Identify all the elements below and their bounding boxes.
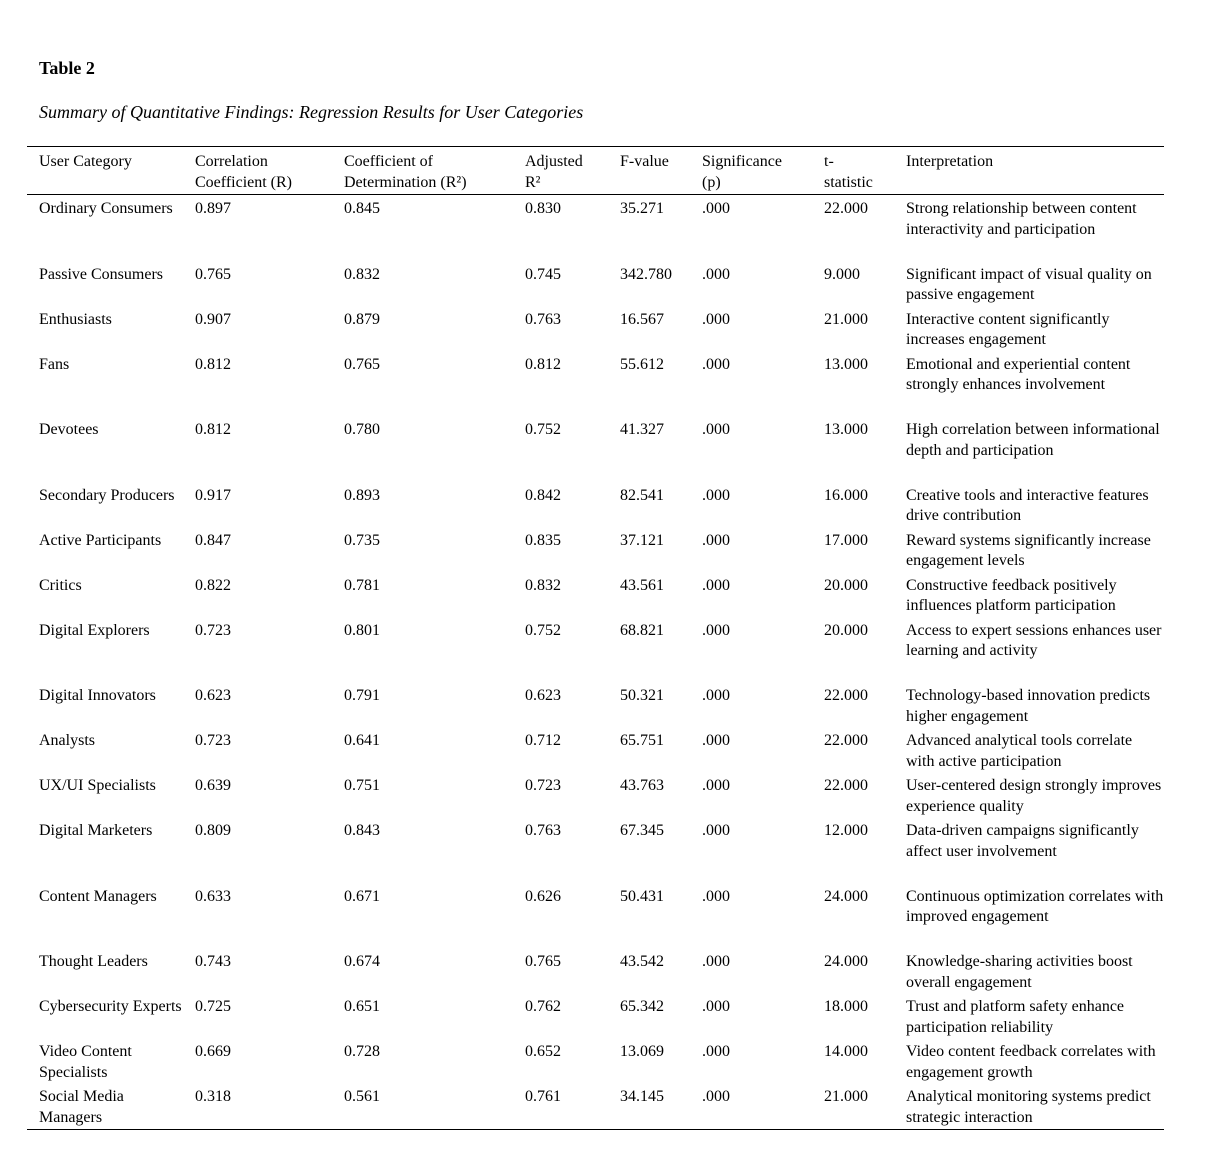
cell-user-category: Video Content Specialists: [39, 1043, 132, 1081]
cell-interpretation: Analytical monitoring systems predict strategic interaction: [906, 1088, 1151, 1126]
column-header-significance: Significance (p): [702, 153, 782, 191]
cell-f-value: 16.567: [620, 310, 664, 328]
table-row: [27, 262, 1164, 307]
cell-adjusted-r2: 0.652: [525, 1043, 561, 1060]
column-header-interpretation: Interpretation: [906, 153, 994, 170]
cell-t-statistic: 14.000: [824, 1043, 868, 1060]
cell-interpretation: Reward systems significantly increase engagement levels: [906, 531, 1151, 569]
cell-user-category: UX/UI Specialists: [39, 777, 156, 794]
cell-f-value: 34.145: [620, 1088, 664, 1105]
cell-interpretation: Significant impact of visual quality on passive engagement: [906, 265, 1152, 303]
cell-t-statistic: 22.000: [824, 732, 868, 749]
cell-coefficient-of-determination: 0.728: [344, 1043, 380, 1060]
cell-t-statistic: 24.000: [824, 953, 868, 970]
cell-correlation-coefficient: 0.812: [195, 355, 231, 373]
cell-adjusted-r2: 0.762: [525, 998, 561, 1015]
cell-coefficient-of-determination: 0.561: [344, 1088, 380, 1105]
cell-user-category: Ordinary Consumers: [39, 200, 173, 217]
cell-significance: .000: [702, 687, 730, 704]
cell-coefficient-of-determination: 0.791: [344, 687, 380, 704]
cell-coefficient-of-determination: 0.765: [344, 355, 380, 373]
cell-significance: .000: [702, 732, 730, 749]
cell-significance: .000: [702, 531, 730, 549]
cell-f-value: 50.431: [620, 887, 664, 905]
header-row: [27, 147, 1164, 195]
cell-f-value: 82.541: [620, 486, 664, 504]
cell-t-statistic: 12.000: [824, 822, 868, 839]
cell-correlation-coefficient: 0.639: [195, 777, 231, 794]
cell-correlation-coefficient: 0.318: [195, 1088, 231, 1105]
cell-interpretation: Emotional and experiential content strongly enhances involvement: [906, 355, 1131, 393]
cell-adjusted-r2: 0.763: [525, 822, 561, 839]
cell-t-statistic: 24.000: [824, 887, 868, 905]
table-row: [27, 884, 1164, 950]
table-row: [27, 994, 1164, 1039]
cell-interpretation: Constructive feedback positively influences platform participation: [906, 576, 1117, 614]
cell-user-category: Digital Innovators: [39, 687, 156, 704]
cell-coefficient-of-determination: 0.751: [344, 777, 380, 794]
table-row: [27, 618, 1164, 684]
cell-f-value: 67.345: [620, 822, 664, 839]
cell-interpretation: Data-driven campaigns significantly affect user involvement: [906, 822, 1139, 860]
cell-t-statistic: 20.000: [824, 621, 868, 639]
cell-f-value: 13.069: [620, 1043, 664, 1060]
cell-interpretation: High correlation between informational depth and participation: [906, 421, 1160, 459]
cell-adjusted-r2: 0.832: [525, 576, 561, 594]
cell-adjusted-r2: 0.765: [525, 953, 561, 970]
cell-adjusted-r2: 0.712: [525, 732, 561, 749]
cell-t-statistic: 13.000: [824, 355, 868, 373]
cell-interpretation: Creative tools and interactive features drive contribution: [906, 486, 1149, 524]
cell-user-category: Social Media Managers: [39, 1088, 124, 1126]
cell-interpretation: Access to expert sessions enhances user learning and activity: [906, 621, 1162, 659]
cell-significance: .000: [702, 200, 730, 217]
cell-t-statistic: 21.000: [824, 1088, 868, 1105]
cell-f-value: 65.751: [620, 732, 664, 749]
table-header: [27, 147, 1164, 195]
cell-f-value: 37.121: [620, 531, 664, 549]
cell-significance: .000: [702, 822, 730, 839]
cell-correlation-coefficient: 0.623: [195, 687, 231, 704]
cell-coefficient-of-determination: 0.801: [344, 621, 380, 639]
table-row: [27, 728, 1164, 773]
cell-user-category: Digital Marketers: [39, 822, 153, 839]
cell-t-statistic: 17.000: [824, 531, 868, 549]
column-header-user-category: User Category: [39, 153, 132, 170]
cell-correlation-coefficient: 0.743: [195, 953, 231, 970]
cell-user-category: Thought Leaders: [39, 953, 148, 970]
cell-coefficient-of-determination: 0.674: [344, 953, 380, 970]
cell-coefficient-of-determination: 0.781: [344, 576, 380, 594]
cell-user-category: Cybersecurity Experts: [39, 998, 182, 1015]
table-row: [27, 307, 1164, 352]
cell-correlation-coefficient: 0.725: [195, 998, 231, 1015]
table-row: [27, 417, 1164, 483]
cell-user-category: Active Participants: [39, 531, 162, 549]
cell-correlation-coefficient: 0.723: [195, 621, 231, 639]
cell-coefficient-of-determination: 0.780: [344, 421, 380, 438]
cell-adjusted-r2: 0.763: [525, 310, 561, 328]
cell-user-category: Passive Consumers: [39, 265, 163, 283]
cell-user-category: Devotees: [39, 421, 99, 438]
cell-t-statistic: 9.000: [824, 265, 860, 283]
cell-significance: .000: [702, 777, 730, 794]
table-caption: Summary of Quantitative Findings: Regression Results for User Categories: [39, 102, 584, 122]
cell-user-category: Content Managers: [39, 887, 157, 905]
table-body: [27, 195, 1164, 1130]
cell-correlation-coefficient: 0.917: [195, 486, 231, 504]
cell-correlation-coefficient: 0.765: [195, 265, 231, 283]
cell-f-value: 35.271: [620, 200, 664, 217]
cell-adjusted-r2: 0.752: [525, 621, 561, 639]
cell-interpretation: Trust and platform safety enhance participation reliability: [906, 998, 1125, 1036]
table-row: [27, 773, 1164, 818]
cell-user-category: Digital Explorers: [39, 621, 150, 639]
cell-adjusted-r2: 0.812: [525, 355, 561, 373]
cell-correlation-coefficient: 0.822: [195, 576, 231, 594]
table-row: [27, 949, 1164, 994]
table-row: [27, 1084, 1164, 1130]
cell-adjusted-r2: 0.835: [525, 531, 561, 549]
cell-correlation-coefficient: 0.723: [195, 732, 231, 749]
table-row: [27, 818, 1164, 884]
table-row: [27, 483, 1164, 528]
cell-adjusted-r2: 0.842: [525, 486, 561, 504]
cell-coefficient-of-determination: 0.845: [344, 200, 380, 217]
column-header-coefficient-of-determination: Coefficient of Determination (R²): [344, 153, 467, 191]
table-row: [27, 352, 1164, 418]
cell-user-category: Analysts: [39, 732, 95, 749]
cell-t-statistic: 22.000: [824, 200, 868, 217]
cell-correlation-coefficient: 0.812: [195, 421, 231, 438]
cell-f-value: 41.327: [620, 421, 664, 438]
cell-significance: .000: [702, 621, 730, 639]
cell-adjusted-r2: 0.761: [525, 1088, 561, 1105]
cell-adjusted-r2: 0.830: [525, 200, 561, 217]
cell-correlation-coefficient: 0.669: [195, 1043, 231, 1060]
table-row: [27, 528, 1164, 573]
cell-interpretation: Advanced analytical tools correlate with active participation: [906, 732, 1133, 770]
cell-user-category: Secondary Producers: [39, 486, 175, 504]
cell-correlation-coefficient: 0.847: [195, 531, 231, 549]
cell-t-statistic: 13.000: [824, 421, 868, 438]
cell-coefficient-of-determination: 0.832: [344, 265, 380, 283]
column-header-adjusted-r2: Adjusted R²: [525, 153, 583, 191]
cell-interpretation: Continuous optimization correlates with improved engagement: [906, 887, 1164, 925]
regression-results-table: [27, 146, 1164, 1130]
cell-f-value: 43.561: [620, 576, 664, 594]
column-header-t-statistic: t- statistic: [824, 153, 873, 191]
cell-significance: .000: [702, 998, 730, 1015]
cell-f-value: 43.763: [620, 777, 664, 794]
cell-correlation-coefficient: 0.907: [195, 310, 231, 328]
cell-significance: .000: [702, 887, 730, 905]
cell-f-value: 65.342: [620, 998, 664, 1015]
cell-interpretation: Interactive content significantly increases engagement: [906, 310, 1110, 348]
cell-interpretation: Strong relationship between content interactivity and participation: [906, 200, 1137, 238]
cell-coefficient-of-determination: 0.641: [344, 732, 380, 749]
cell-significance: .000: [702, 310, 730, 328]
cell-interpretation: User-centered design strongly improves experience quality: [906, 777, 1162, 815]
cell-significance: .000: [702, 486, 730, 504]
cell-coefficient-of-determination: 0.893: [344, 486, 380, 504]
cell-adjusted-r2: 0.626: [525, 887, 561, 905]
column-header-f-value: F-value: [620, 153, 669, 170]
cell-significance: .000: [702, 1088, 730, 1105]
cell-adjusted-r2: 0.745: [525, 265, 561, 283]
cell-f-value: 342.780: [620, 265, 672, 283]
cell-significance: .000: [702, 953, 730, 970]
cell-user-category: Enthusiasts: [39, 310, 112, 328]
column-header-correlation-coefficient: Correlation Coefficient (R): [195, 153, 293, 191]
cell-adjusted-r2: 0.752: [525, 421, 561, 438]
cell-coefficient-of-determination: 0.671: [344, 887, 380, 905]
cell-correlation-coefficient: 0.809: [195, 822, 231, 839]
cell-interpretation: Video content feedback correlates with engagement growth: [906, 1043, 1156, 1081]
cell-interpretation: Knowledge-sharing activities boost overall engagement: [906, 953, 1133, 991]
cell-adjusted-r2: 0.723: [525, 777, 561, 794]
cell-coefficient-of-determination: 0.735: [344, 531, 380, 549]
cell-interpretation: Technology-based innovation predicts higher engagement: [906, 687, 1151, 725]
cell-f-value: 50.321: [620, 687, 664, 704]
table-number: Table 2: [39, 58, 95, 78]
cell-significance: .000: [702, 265, 730, 283]
cell-t-statistic: 22.000: [824, 687, 868, 704]
cell-f-value: 68.821: [620, 621, 664, 639]
table-row: [27, 683, 1164, 728]
cell-t-statistic: 18.000: [824, 998, 868, 1015]
table-row: [27, 195, 1164, 262]
table-row: [27, 1039, 1164, 1084]
cell-t-statistic: 22.000: [824, 777, 868, 794]
cell-f-value: 55.612: [620, 355, 664, 373]
cell-t-statistic: 21.000: [824, 310, 868, 328]
cell-coefficient-of-determination: 0.651: [344, 998, 380, 1015]
cell-t-statistic: 16.000: [824, 486, 868, 504]
cell-significance: .000: [702, 1043, 730, 1060]
cell-coefficient-of-determination: 0.843: [344, 822, 380, 839]
cell-coefficient-of-determination: 0.879: [344, 310, 380, 328]
cell-user-category: Critics: [39, 576, 82, 594]
cell-correlation-coefficient: 0.633: [195, 887, 231, 905]
cell-f-value: 43.542: [620, 953, 664, 970]
table-row: [27, 573, 1164, 618]
cell-t-statistic: 20.000: [824, 576, 868, 594]
cell-significance: .000: [702, 355, 730, 373]
cell-user-category: Fans: [39, 355, 70, 373]
cell-adjusted-r2: 0.623: [525, 687, 561, 704]
cell-significance: .000: [702, 421, 730, 438]
cell-significance: .000: [702, 576, 730, 594]
cell-correlation-coefficient: 0.897: [195, 200, 231, 217]
